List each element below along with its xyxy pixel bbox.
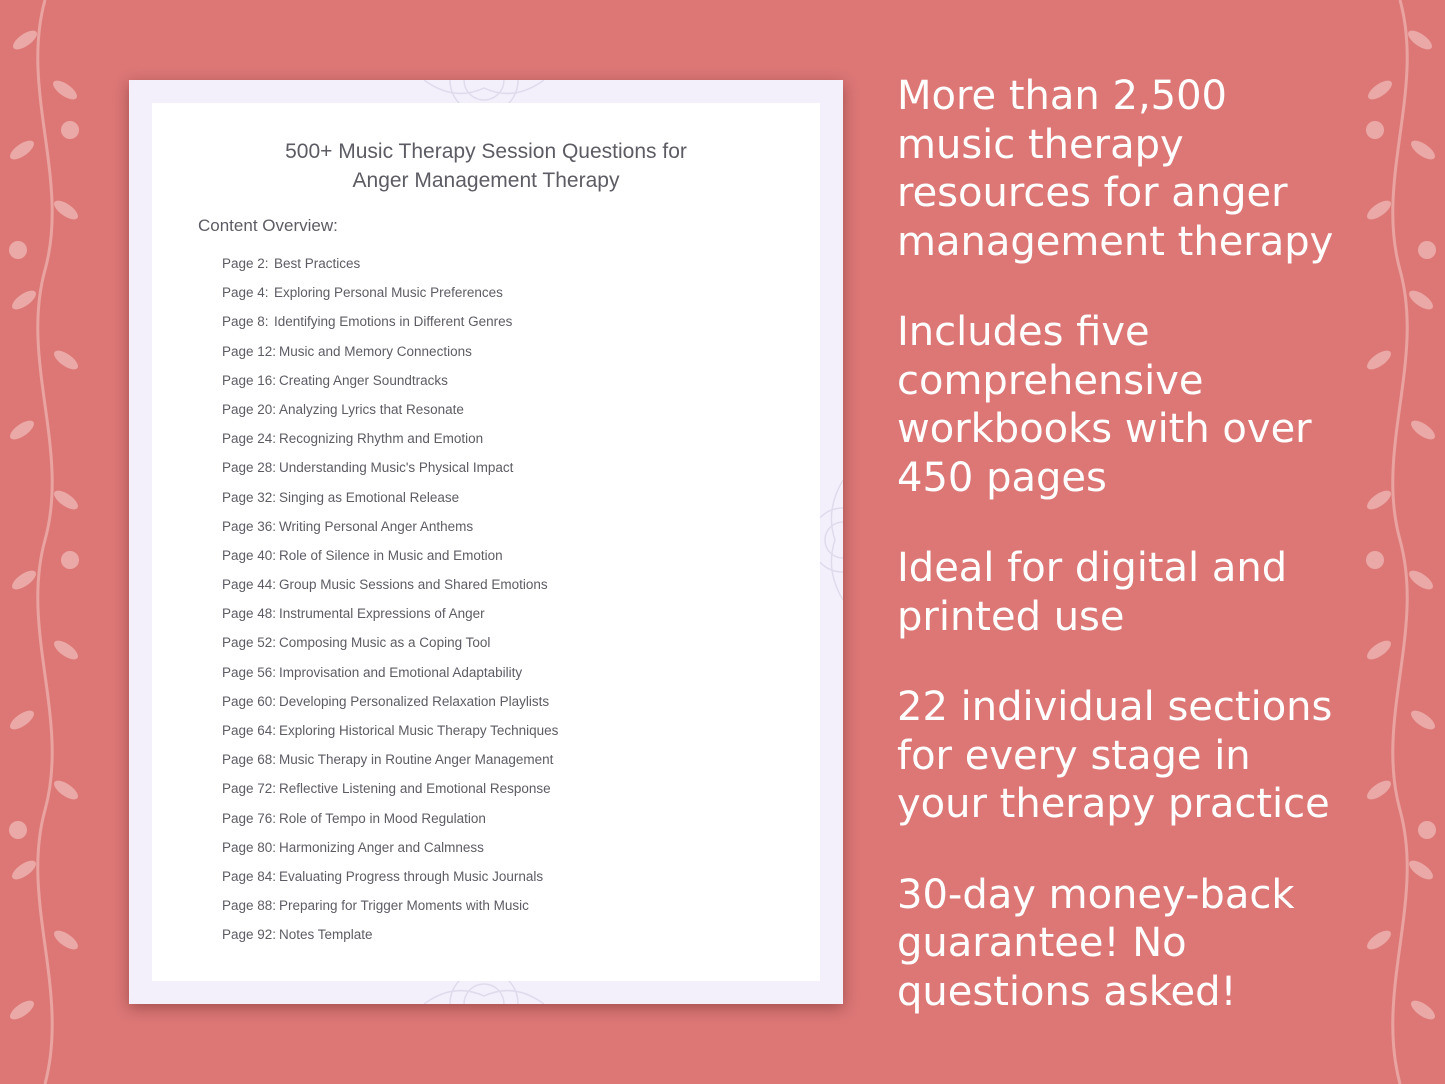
toc-page-number: Page 28: — [222, 460, 277, 476]
toc-item — [222, 545, 558, 574]
mandala-watermark-top — [384, 80, 584, 103]
toc-section-title: Improvisation and Emotional Adaptability — [279, 664, 523, 680]
document-title-line-1: 500+ Music Therapy Session Questions for — [285, 140, 687, 163]
toc-item — [222, 457, 558, 486]
toc-page-number: Page 60: — [222, 693, 277, 709]
toc-section-title: Developing Personalized Relaxation Playlists — [279, 693, 550, 709]
toc-section-title: Harmonizing Anger and Calmness — [279, 839, 484, 855]
toc-item — [222, 516, 558, 545]
feature-item: 30-day money-back guarantee! No questions asked! — [897, 871, 1295, 1015]
feature-list — [897, 72, 1347, 1058]
toc-item — [222, 253, 558, 282]
toc-section-title: Role of Silence in Music and Emotion — [279, 547, 503, 563]
toc-page-number: Page 80: — [222, 839, 277, 855]
toc-item — [222, 691, 558, 720]
toc-page-number: Page 8: — [222, 314, 269, 330]
toc-item — [222, 341, 558, 370]
toc-page-number: Page 20: — [222, 401, 277, 417]
toc-page-number: Page 92: — [222, 927, 277, 943]
mandala-watermark-right — [820, 450, 843, 630]
toc-page-number: Page 12: — [222, 343, 277, 359]
toc-section-title: Recognizing Rhythm and Emotion — [279, 431, 484, 447]
toc-section-title: Notes Template — [279, 927, 373, 943]
content-overview-heading: Content Overview: — [198, 216, 338, 235]
toc-page-number: Page 4: — [222, 285, 269, 301]
toc-item — [222, 720, 558, 749]
toc-section-title: Identifying Emotions in Different Genres — [274, 314, 513, 330]
toc-item — [222, 428, 558, 457]
toc-page-number: Page 24: — [222, 431, 277, 447]
toc-section-title: Preparing for Trigger Moments with Music — [279, 898, 529, 914]
toc-section-title: Best Practices — [274, 256, 361, 271]
toc-page-number: Page 44: — [222, 577, 277, 593]
toc-section-title: Composing Music as a Coping Tool — [279, 635, 491, 651]
document-title-line-2: Anger Management Therapy — [352, 169, 620, 192]
toc-section-title: Creating Anger Soundtracks — [279, 372, 448, 388]
toc-page-number: Page 84: — [222, 868, 277, 884]
toc-section-title: Group Music Sessions and Shared Emotions — [279, 577, 548, 593]
toc-page-number: Page 76: — [222, 810, 277, 826]
toc-page-number: Page 68: — [222, 752, 277, 768]
toc-section-title: Writing Personal Anger Anthems — [279, 518, 474, 534]
toc-item — [222, 895, 558, 924]
toc-section-title: Understanding Music's Physical Impact — [279, 460, 514, 476]
toc-item — [222, 924, 558, 953]
feature-item: Includes five comprehensive workbooks with over 450 pages — [897, 309, 1312, 501]
toc-item — [222, 837, 558, 866]
toc-section-title: Analyzing Lyrics that Resonate — [279, 401, 464, 417]
toc-page-number: Page 16: — [222, 372, 277, 388]
toc-page-number: Page 52: — [222, 635, 277, 651]
toc-item — [222, 749, 558, 778]
toc-section-title: Exploring Personal Music Preferences — [274, 285, 503, 301]
toc-section-title: Exploring Historical Music Therapy Techniques — [279, 723, 559, 738]
feature-item: Ideal for digital and printed use — [897, 545, 1288, 640]
toc-section-title: Singing as Emotional Release — [279, 489, 460, 505]
toc-item — [222, 808, 558, 837]
toc-page-number: Page 32: — [222, 489, 277, 505]
toc-section-title: Role of Tempo in Mood Regulation — [279, 810, 486, 826]
toc-section-title: Instrumental Expressions of Anger — [279, 606, 485, 622]
table-of-contents — [222, 253, 558, 954]
toc-page-number: Page 72: — [222, 781, 277, 797]
document-preview — [129, 80, 843, 1004]
toc-item — [222, 778, 558, 807]
toc-section-title: Music Therapy in Routine Anger Management — [279, 752, 554, 768]
toc-page-number: Page 36: — [222, 518, 277, 534]
feature-item: More than 2,500 music therapy resources for anger management therapy — [897, 73, 1334, 265]
floral-vine-left-decoration — [0, 0, 90, 1084]
toc-section-title: Reflective Listening and Emotional Response — [279, 781, 551, 797]
toc-page-number: Page 64: — [222, 723, 277, 738]
document-title — [152, 137, 820, 195]
toc-page-number: Page 56: — [222, 664, 277, 680]
toc-item — [222, 866, 558, 895]
toc-item — [222, 487, 558, 516]
toc-item — [222, 574, 558, 603]
toc-page-number: Page 48: — [222, 606, 277, 622]
toc-item — [222, 603, 558, 632]
toc-item — [222, 399, 558, 428]
toc-page-number: Page 2: — [222, 256, 269, 271]
toc-page-number: Page 40: — [222, 547, 277, 563]
toc-item — [222, 662, 558, 691]
feature-item: 22 individual sections for every stage in your therapy practice — [897, 684, 1333, 827]
toc-page-number: Page 88: — [222, 898, 277, 914]
toc-item — [222, 632, 558, 661]
toc-section-title: Music and Memory Connections — [279, 343, 472, 359]
toc-item — [222, 370, 558, 399]
floral-vine-right-decoration — [1355, 0, 1445, 1084]
toc-item — [222, 311, 558, 340]
document-page — [152, 103, 820, 981]
toc-item — [222, 282, 558, 311]
mandala-watermark-bottom — [384, 981, 584, 1004]
toc-section-title: Evaluating Progress through Music Journals — [279, 868, 544, 884]
